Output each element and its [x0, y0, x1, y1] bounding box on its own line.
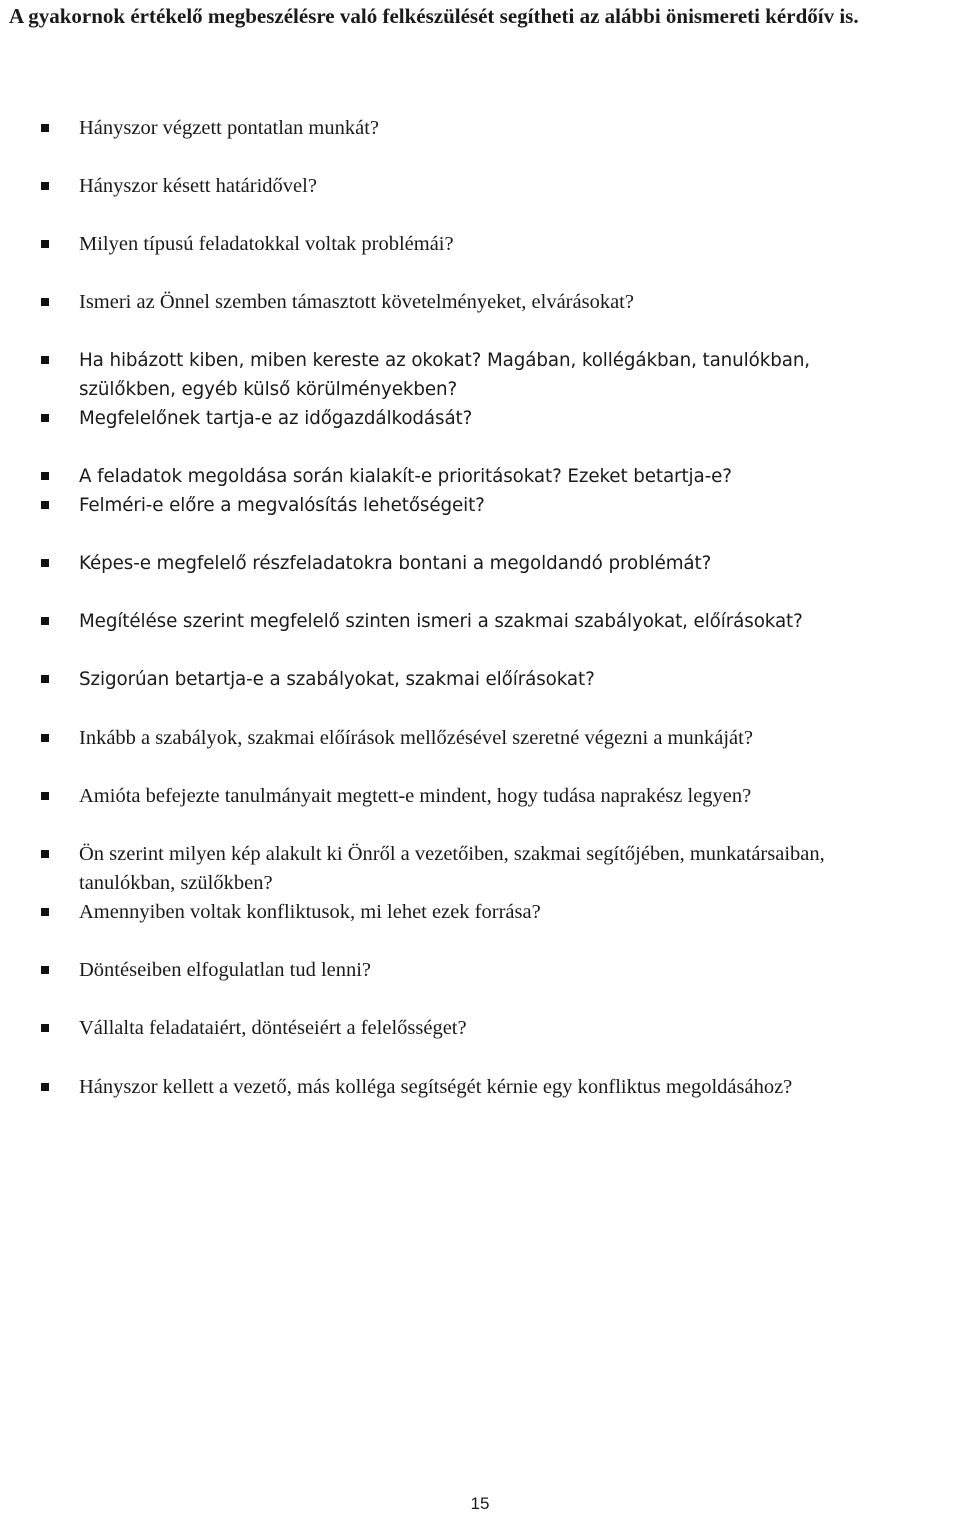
- square-bullet-icon: [41, 908, 49, 916]
- question-text: A feladatok megoldása során kialakít-e prioritásokat? Ezeket betartja-e?: [79, 466, 732, 487]
- square-bullet-icon: [41, 472, 49, 480]
- square-bullet-icon: [41, 734, 49, 742]
- question-text: Ismeri az Önnel szemben támasztott követelményeket, elvárásokat?: [79, 291, 634, 313]
- square-bullet-icon: [41, 1024, 49, 1032]
- question-text: Megfelelőnek tartja-e az időgazdálkodását?: [79, 408, 473, 429]
- square-bullet-icon: [41, 1083, 49, 1091]
- square-bullet-icon: [41, 966, 49, 974]
- document-heading: A gyakornok értékelő megbeszélésre való felkészülését segítheti az alábbi önismereti kérdőív is.: [9, 4, 859, 28]
- square-bullet-icon: [41, 559, 49, 567]
- square-bullet-icon: [41, 617, 49, 625]
- question-text: Hányszor késett határidővel?: [79, 175, 317, 197]
- question-text: Ha hibázott kiben, miben kereste az okokat? Magában, kollégákban, tanulókban, szülőkben, egyéb külső körülményekben?: [79, 350, 811, 400]
- question-text: Ön szerint milyen kép alakult ki Önről a vezetőiben, szakmai segítőjében, munkatársaiban, tanulókban, szülőkben?: [79, 843, 825, 894]
- question-text: Vállalta feladataiért, döntéseiért a felelősséget?: [79, 1017, 467, 1039]
- question-text: Szigorúan betartja-e a szabályokat, szakmai előírásokat?: [79, 669, 595, 690]
- question-text: Felméri-e előre a megvalósítás lehetőségeit?: [79, 495, 485, 516]
- square-bullet-icon: [41, 414, 49, 422]
- question-text: Hányszor végzett pontatlan munkát?: [79, 117, 379, 139]
- question-text: Megítélése szerint megfelelő szinten ismeri a szakmai szabályokat, előírásokat?: [79, 611, 803, 632]
- square-bullet-icon: [41, 675, 49, 683]
- square-bullet-icon: [41, 298, 49, 306]
- question-text: Amennyiben voltak konfliktusok, mi lehet ezek forrása?: [79, 901, 541, 923]
- question-text: Inkább a szabályok, szakmai előírások mellőzésével szeretné végezni a munkáját?: [79, 727, 753, 749]
- square-bullet-icon: [41, 850, 49, 858]
- square-bullet-icon: [41, 124, 49, 132]
- square-bullet-icon: [41, 792, 49, 800]
- question-text: Amióta befejezte tanulmányait megtett-e mindent, hogy tudása naprakész legyen?: [79, 785, 752, 807]
- square-bullet-icon: [41, 182, 49, 190]
- square-bullet-icon: [41, 501, 49, 509]
- question-text: Képes-e megfelelő részfeladatokra bontani a megoldandó problémát?: [79, 553, 712, 574]
- question-text: Milyen típusú feladatokkal voltak problémái?: [79, 233, 454, 255]
- question-text: Hányszor kellett a vezető, más kolléga segítségét kérnie egy konfliktus megoldásához?: [79, 1076, 793, 1098]
- question-text: Döntéseiben elfogulatlan tud lenni?: [79, 959, 372, 981]
- page-number: 15: [470, 1494, 490, 1513]
- square-bullet-icon: [41, 240, 49, 248]
- square-bullet-icon: [41, 356, 49, 364]
